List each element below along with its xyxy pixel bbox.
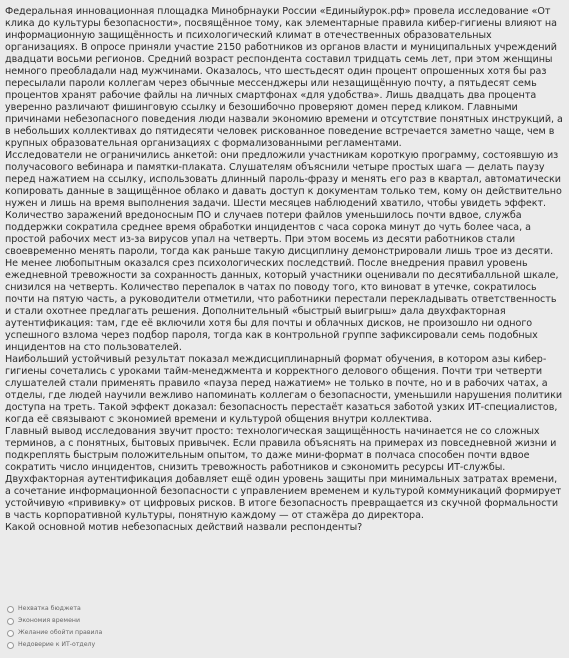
radio-button[interactable] bbox=[7, 618, 14, 625]
answer-option-label: Недоверие к ИТ-отделу bbox=[18, 641, 96, 648]
question-paragraph-5: Главный вывод исследования звучит просто: технологическая защищённость начинается не со сложных терминов, а с понятных, бытовых привычек. Если правила объяснять на примерах из повседневной жизни и подкреплять быстрым положительным опытом, то даже мини-формат в полчаса способен почти вдвое сократить число инцидентов, снизить тревожность работников и сэкономить ресурсы ИТ-службы. Двухфакторная аутентификация добавляет ещё один уровень защиты при минимальных затратах времени, а сочетание информационной безопасности с управлением временем и культурой коммуникаций формирует устойчивую «прививку» от цифровых рисков. В итоге безопасность превращается из скучной формальности в часть корпоративной культуры, понятную каждому — от стажёра до директора. bbox=[5, 426, 562, 521]
question-paragraph-4: Наибольший устойчивый результат показал междисциплинарный формат обучения, в котором азы кибер-гигиены сочетались с уроками тайм-менеджмента и корректного делового общения. Почти три четверти слушателей стали применять правило «пауза перед нажатием» не только в почте, но и в рабочих чатах, а отделы, где людей научили вежливо напоминать коллегам о безопасности, уменьшили нарушения политики доступа на треть. Такой эффект доказал: безопасность перестаёт казаться заботой узких ИТ-специалистов, когда её связывают с экономией времени и культурой общения внутри коллектива. bbox=[5, 354, 563, 425]
answer-option-label: Нехватка бюджета bbox=[18, 605, 81, 612]
question-paragraph-1: Федеральная инновационная площадка Минобрнауки России «Единыйурок.рф» провела исследование «От клика до культуры безопасности», посвящённое тому, как элементарные правила кибер-гигиены влияют на информационную защищённость и психологический климат в отечественных образовательных организациях. В опросе приняли участие 2150 работников из органов власти и муниципальных учреждений двадцати восьми регионов. Средний возраст респондента составил тридцать семь лет, при этом женщины немного преобладали над мужчинами. Оказалось, что шестьдесят один процент опрошенных хотя бы раз пересылали пароли коллегам через обычные мессенджеры или незащищённую почту, а пятьдесят семь процентов хранят рабочие файлы на личных смартфонах «для удобства». Лишь двадцать два процента уверенно различают фишинговую ссылку и безошибочно проверяют домен перед кликом. Главными причинами небезопасного поведения люди назвали экономию времени и отсутствие понятных инструкций, а в небольших коллективах до пятидесяти человек рискованное поведение встречается заметно чаще, чем в крупных образовательная организациях с формализованными регламентами. bbox=[5, 6, 563, 149]
radio-button[interactable] bbox=[7, 606, 14, 613]
question-text bbox=[5, 6, 564, 534]
answer-option-1[interactable] bbox=[7, 603, 307, 615]
answer-option-2[interactable] bbox=[7, 615, 307, 627]
answer-option-label: Желание обойти правила bbox=[18, 629, 103, 636]
answer-option-label: Экономия времени bbox=[18, 617, 80, 624]
answer-option-4[interactable] bbox=[7, 639, 307, 651]
answer-option-3[interactable] bbox=[7, 627, 307, 639]
answer-options bbox=[7, 603, 307, 651]
question-prompt: Какой основной мотив небезопасных действий назвали респонденты? bbox=[5, 522, 363, 533]
radio-button[interactable] bbox=[7, 642, 14, 649]
radio-button[interactable] bbox=[7, 630, 14, 637]
question-paragraph-2: Исследователи не ограничились анкетой: они предложили участникам короткую программу, состоявшую из получасового вебинара и памятки-плаката. Слушателям объяснили четыре простых шага — делать паузу перед нажатием на ссылку, использовать длинный пароль-фразу и менять его раз в квартал, автоматически копировать данные в защищённое облако и давать доступ к документам только тем, кому он действительно нужен и лишь на время выполнения задачи. Шести месяцев наблюдений хватило, чтобы увидеть эффект. Количество заражений вредоносным ПО и случаев потери файлов уменьшилось почти вдвое, служба поддержки сократила среднее время обработки инцидентов с часа сорока минут до чуть более часа, а простой рабочих мест из-за вирусов упал на четверть. При этом восемь из десяти работников стали своевременно менять пароли, тогда как раньше такую дисциплину демонстрировали лишь трое из десяти. bbox=[5, 150, 562, 257]
question-paragraph-3: Не менее любопытным оказался срез психологических последствий. После внедрения правил уровень ежедневной тревожности за сохранность данных, который участники оценивали по десятибалльной шкале, снизился на четверть. Количество перепалок в чатах по поводу того, кто виноват в утечке, сократилось почти на пятую часть, а руководители отметили, что работники перестали перекладывать ответственность и стали охотнее предлагать решения. Дополнительный «быстрый выигрыш» дала двухфакторная аутентификация: там, где её включили хотя бы для почты и облачных дисков, не произошло ни одного успешного взлома через подбор пароля, тогда как в контрольной группе зафиксировали семь подобных инцидентов на сто пользователей. bbox=[5, 258, 559, 353]
